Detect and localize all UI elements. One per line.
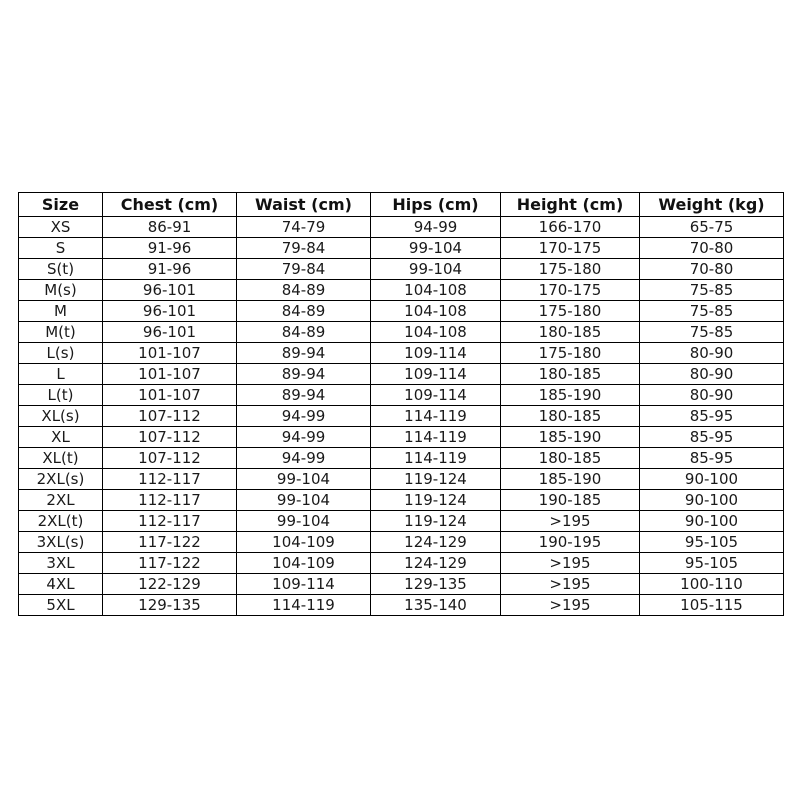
- measurement-cell: 117-122: [103, 553, 237, 574]
- measurement-cell: 84-89: [237, 280, 371, 301]
- table-row: [19, 595, 784, 616]
- table-row: [19, 280, 784, 301]
- measurement-cell: 185-190: [501, 469, 640, 490]
- measurement-cell: 112-117: [103, 469, 237, 490]
- table-row: [19, 469, 784, 490]
- measurement-cell: 91-96: [103, 238, 237, 259]
- size-cell: M: [19, 301, 103, 322]
- size-chart-container: [18, 192, 783, 616]
- measurement-cell: 75-85: [640, 280, 784, 301]
- column-header: Size: [19, 193, 103, 217]
- size-cell: L(t): [19, 385, 103, 406]
- table-row: [19, 217, 784, 238]
- measurement-cell: 112-117: [103, 490, 237, 511]
- measurement-cell: 114-119: [371, 406, 501, 427]
- table-row: [19, 427, 784, 448]
- measurement-cell: 79-84: [237, 238, 371, 259]
- measurement-cell: 85-95: [640, 448, 784, 469]
- measurement-cell: 185-190: [501, 427, 640, 448]
- measurement-cell: 124-129: [371, 553, 501, 574]
- measurement-cell: 65-75: [640, 217, 784, 238]
- measurement-cell: 180-185: [501, 322, 640, 343]
- measurement-cell: >195: [501, 553, 640, 574]
- measurement-cell: 85-95: [640, 427, 784, 448]
- table-row: [19, 574, 784, 595]
- measurement-cell: 99-104: [237, 490, 371, 511]
- size-cell: 4XL: [19, 574, 103, 595]
- measurement-cell: 175-180: [501, 343, 640, 364]
- column-header: Waist (cm): [237, 193, 371, 217]
- column-header: Weight (kg): [640, 193, 784, 217]
- measurement-cell: 109-114: [371, 343, 501, 364]
- measurement-cell: 80-90: [640, 364, 784, 385]
- measurement-cell: >195: [501, 511, 640, 532]
- measurement-cell: 119-124: [371, 469, 501, 490]
- table-row: [19, 364, 784, 385]
- size-cell: XL: [19, 427, 103, 448]
- measurement-cell: 114-119: [371, 427, 501, 448]
- measurement-cell: 99-104: [237, 511, 371, 532]
- measurement-cell: 74-79: [237, 217, 371, 238]
- measurement-cell: 105-115: [640, 595, 784, 616]
- size-cell: S: [19, 238, 103, 259]
- measurement-cell: 170-175: [501, 238, 640, 259]
- column-header: Chest (cm): [103, 193, 237, 217]
- table-row: [19, 385, 784, 406]
- measurement-cell: 79-84: [237, 259, 371, 280]
- measurement-cell: 175-180: [501, 301, 640, 322]
- table-row: [19, 532, 784, 553]
- measurement-cell: 180-185: [501, 406, 640, 427]
- measurement-cell: 100-110: [640, 574, 784, 595]
- size-cell: XL(s): [19, 406, 103, 427]
- table-row: [19, 301, 784, 322]
- measurement-cell: 135-140: [371, 595, 501, 616]
- measurement-cell: 107-112: [103, 448, 237, 469]
- measurement-cell: 84-89: [237, 322, 371, 343]
- measurement-cell: 94-99: [371, 217, 501, 238]
- measurement-cell: 109-114: [371, 385, 501, 406]
- measurement-cell: 99-104: [237, 469, 371, 490]
- size-cell: XS: [19, 217, 103, 238]
- measurement-cell: 170-175: [501, 280, 640, 301]
- measurement-cell: 90-100: [640, 511, 784, 532]
- measurement-cell: 101-107: [103, 343, 237, 364]
- size-cell: 3XL: [19, 553, 103, 574]
- measurement-cell: 94-99: [237, 427, 371, 448]
- header-row: [19, 193, 784, 217]
- measurement-cell: 129-135: [103, 595, 237, 616]
- measurement-cell: 95-105: [640, 532, 784, 553]
- size-cell: 2XL(s): [19, 469, 103, 490]
- measurement-cell: 70-80: [640, 238, 784, 259]
- measurement-cell: 119-124: [371, 490, 501, 511]
- table-row: [19, 511, 784, 532]
- measurement-cell: 114-119: [237, 595, 371, 616]
- size-cell: S(t): [19, 259, 103, 280]
- measurement-cell: 107-112: [103, 406, 237, 427]
- measurement-cell: 104-108: [371, 301, 501, 322]
- size-cell: L: [19, 364, 103, 385]
- measurement-cell: 180-185: [501, 448, 640, 469]
- measurement-cell: 104-109: [237, 532, 371, 553]
- size-cell: M(t): [19, 322, 103, 343]
- size-cell: 3XL(s): [19, 532, 103, 553]
- measurement-cell: 109-114: [237, 574, 371, 595]
- measurement-cell: 75-85: [640, 301, 784, 322]
- measurement-cell: >195: [501, 574, 640, 595]
- measurement-cell: 80-90: [640, 343, 784, 364]
- measurement-cell: 89-94: [237, 343, 371, 364]
- measurement-cell: 91-96: [103, 259, 237, 280]
- table-row: [19, 490, 784, 511]
- measurement-cell: >195: [501, 595, 640, 616]
- table-row: [19, 322, 784, 343]
- measurement-cell: 101-107: [103, 385, 237, 406]
- measurement-cell: 119-124: [371, 511, 501, 532]
- measurement-cell: 112-117: [103, 511, 237, 532]
- measurement-cell: 114-119: [371, 448, 501, 469]
- measurement-cell: 180-185: [501, 364, 640, 385]
- measurement-cell: 124-129: [371, 532, 501, 553]
- measurement-cell: 84-89: [237, 301, 371, 322]
- measurement-cell: 94-99: [237, 406, 371, 427]
- size-cell: 2XL: [19, 490, 103, 511]
- table-row: [19, 553, 784, 574]
- measurement-cell: 70-80: [640, 259, 784, 280]
- size-cell: 2XL(t): [19, 511, 103, 532]
- measurement-cell: 122-129: [103, 574, 237, 595]
- measurement-cell: 80-90: [640, 385, 784, 406]
- measurement-cell: 104-109: [237, 553, 371, 574]
- measurement-cell: 117-122: [103, 532, 237, 553]
- measurement-cell: 166-170: [501, 217, 640, 238]
- measurement-cell: 90-100: [640, 469, 784, 490]
- measurement-cell: 75-85: [640, 322, 784, 343]
- size-chart-table: [18, 192, 784, 616]
- size-cell: 5XL: [19, 595, 103, 616]
- measurement-cell: 190-195: [501, 532, 640, 553]
- measurement-cell: 175-180: [501, 259, 640, 280]
- measurement-cell: 94-99: [237, 448, 371, 469]
- measurement-cell: 190-185: [501, 490, 640, 511]
- measurement-cell: 104-108: [371, 280, 501, 301]
- table-row: [19, 259, 784, 280]
- measurement-cell: 89-94: [237, 364, 371, 385]
- measurement-cell: 185-190: [501, 385, 640, 406]
- measurement-cell: 99-104: [371, 238, 501, 259]
- table-row: [19, 343, 784, 364]
- column-header: Hips (cm): [371, 193, 501, 217]
- measurement-cell: 90-100: [640, 490, 784, 511]
- table-row: [19, 448, 784, 469]
- measurement-cell: 109-114: [371, 364, 501, 385]
- size-cell: M(s): [19, 280, 103, 301]
- table-row: [19, 406, 784, 427]
- measurement-cell: 96-101: [103, 322, 237, 343]
- measurement-cell: 104-108: [371, 322, 501, 343]
- measurement-cell: 96-101: [103, 301, 237, 322]
- measurement-cell: 85-95: [640, 406, 784, 427]
- measurement-cell: 86-91: [103, 217, 237, 238]
- size-cell: L(s): [19, 343, 103, 364]
- size-cell: XL(t): [19, 448, 103, 469]
- measurement-cell: 101-107: [103, 364, 237, 385]
- measurement-cell: 89-94: [237, 385, 371, 406]
- measurement-cell: 99-104: [371, 259, 501, 280]
- table-row: [19, 238, 784, 259]
- column-header: Height (cm): [501, 193, 640, 217]
- measurement-cell: 96-101: [103, 280, 237, 301]
- measurement-cell: 95-105: [640, 553, 784, 574]
- table-body: [19, 217, 784, 616]
- measurement-cell: 129-135: [371, 574, 501, 595]
- measurement-cell: 107-112: [103, 427, 237, 448]
